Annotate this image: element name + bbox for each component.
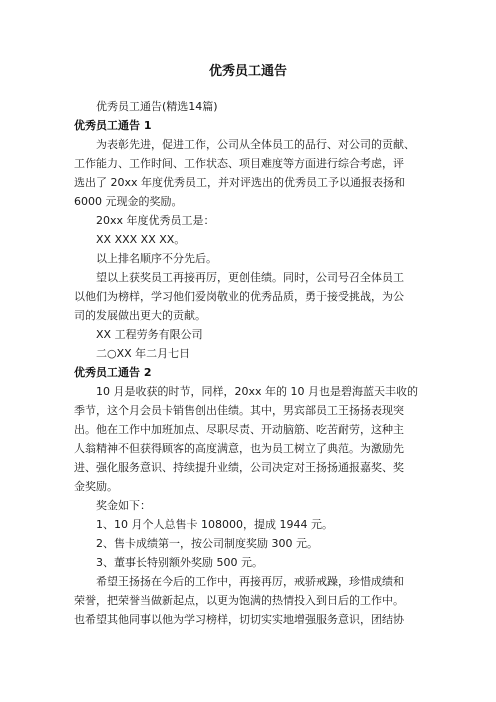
company-signature: XX 工程劳务有限公司 xyxy=(96,328,203,341)
text-line: 以他们为榜样，学习他们爱岗敬业的优秀品质，勇于接受挑战，为公 xyxy=(74,290,404,303)
paragraph-encouragement xyxy=(74,268,422,325)
section-heading-1: 优秀员工通告 1 xyxy=(74,119,152,132)
signature-date: 二○XX 年二月七日 xyxy=(96,347,191,360)
awardees-intro: 20xx 年度优秀员工是： xyxy=(96,214,215,227)
text-line: 季节，这个月会员卡销售创出佳绩。其中，男宾部员工王扬扬表现突 xyxy=(74,404,404,417)
list-item: 2、售卡成绩第一，按公司制度奖励 300 元。 xyxy=(96,537,318,550)
text-line: 人翁精神不但获得顾客的高度满意，也为员工树立了典范。为激励先 xyxy=(74,442,404,455)
text-line: 进、强化服务意识、持续提升业绩，公司决定对王扬扬通报嘉奖、奖 xyxy=(74,461,404,474)
paragraph-sales-achievement xyxy=(74,382,422,496)
page-title: 优秀员工通告 xyxy=(208,64,287,79)
section-heading-2: 优秀员工通告 2 xyxy=(74,366,152,379)
list-item: 1、10 月个人总售卡 108000，提成 1944 元。 xyxy=(96,518,333,531)
text-line: 为表彰先进，促进工作，公司从全体员工的品行、对公司的贡献、 xyxy=(96,138,415,151)
order-note: 以上排名顺序不分先后。 xyxy=(96,252,217,265)
text-line: 荣誉，把荣誉当做新起点，以更为饱满的热情投入到日后的工作中。 xyxy=(74,594,404,607)
paragraph-closing xyxy=(74,572,422,629)
text-line: 金奖励。 xyxy=(74,480,118,493)
text-line: 出。他在工作中加班加点、尽职尽责、开动脑筋、吃苦耐劳，这种主 xyxy=(74,423,404,436)
text-line: 望以上获奖员工再接再厉，更创佳绩。同时，公司号召全体员工 xyxy=(96,271,404,284)
text-line: 司的发展做出更大的贡献。 xyxy=(74,309,206,322)
text-line: 也希望其他同事以他为学习榜样，切切实实地增强服务意识，团结协 xyxy=(74,613,404,626)
document-body xyxy=(74,97,422,629)
document-subtitle: 优秀员工通告(精选14篇) xyxy=(96,100,218,113)
bonus-intro: 奖金如下： xyxy=(96,499,151,512)
text-line: 10 月是收获的时节，同样，20xx 年的 10 月也是碧海蓝天丰收的 xyxy=(96,385,418,398)
text-line: 工作能力、工作时间、工作状态、项目难度等方面进行综合考虑，评 xyxy=(74,157,404,170)
text-line: 6000 元现金的奖励。 xyxy=(74,195,183,208)
awardees-list: XX XXX XX XX。 xyxy=(96,233,186,246)
text-line: 选出了 20xx 年度优秀员工，并对评选出的优秀员工予以通报表扬和 xyxy=(74,176,406,189)
list-item: 3、董事长特别额外奖励 500 元。 xyxy=(96,556,263,569)
bonus-list xyxy=(74,515,422,572)
paragraph-commendation xyxy=(74,135,422,211)
text-line: 希望王扬扬在今后的工作中，再接再厉，戒骄戒躁，珍惜成绩和 xyxy=(96,575,404,588)
